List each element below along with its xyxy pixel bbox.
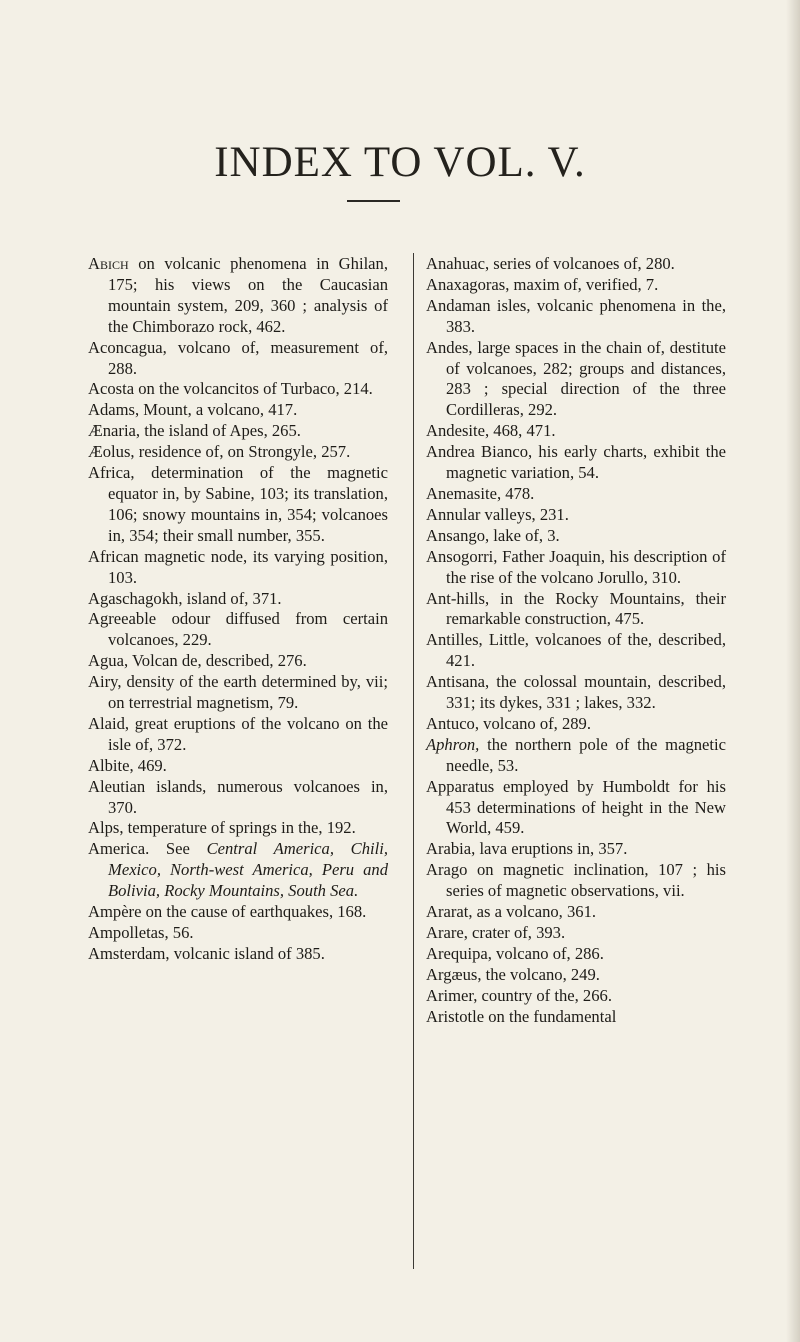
- column-divider: [413, 253, 414, 1269]
- entry-text: Ampère on the cause of earthquakes, 168.: [88, 902, 367, 922]
- index-entry: [426, 860, 726, 902]
- entry-text: Agaschagokh, island of, 371.: [88, 588, 282, 608]
- index-entry: [88, 547, 388, 589]
- entry-text: Alaid, great eruptions of the volcano on the isle of, 372.: [88, 713, 388, 754]
- index-entry: [426, 735, 726, 777]
- index-entry: [88, 651, 388, 672]
- index-entry: [426, 338, 726, 422]
- index-entry: [426, 714, 726, 735]
- index-entry: [426, 902, 726, 923]
- index-entry: [426, 442, 726, 484]
- index-entry: [88, 463, 388, 547]
- entry-text: Aleutian islands, numerous volcanoes in, 370.: [88, 776, 388, 817]
- index-entry: [426, 630, 726, 672]
- entry-text: Aristotle on the fundamental: [426, 1006, 617, 1026]
- entry-text: Airy, density of the earth determined by, vii; on terrestrial magnetism, 79.: [88, 672, 388, 713]
- entry-text: Anahuac, series of volcanoes of, 280.: [426, 254, 675, 273]
- index-entry: [88, 714, 388, 756]
- index-entry: [426, 672, 726, 714]
- index-entry: [88, 379, 388, 400]
- entry-text: Arabia, lava eruptions in, 357.: [426, 839, 628, 859]
- index-entry: [88, 923, 388, 944]
- entry-text: Ænaria, the island of Apes, 265.: [88, 421, 301, 441]
- entry-text: on volcanic phenomena in Ghilan, 175; his views on the Caucasian mountain system, 209, 360 ; analysis of the Chimborazo rock, 462.: [108, 254, 388, 336]
- index-entry: [426, 296, 726, 338]
- entry-text: Anemasite, 478.: [426, 483, 535, 503]
- entry-text: Andaman isles, volcanic phenomena in the, 383.: [426, 295, 726, 336]
- index-entry: [426, 944, 726, 965]
- entry-text: African magnetic node, its varying position, 103.: [88, 546, 388, 587]
- entry-text: Antisana, the colossal mountain, described, 331; its dykes, 331 ; lakes, 332.: [426, 672, 726, 713]
- index-entry: [88, 672, 388, 714]
- index-entry: [426, 547, 726, 589]
- index-entry: [426, 505, 726, 526]
- entry-text: Apparatus employed by Humboldt for his 453 determinations of height in the New World, 459.: [426, 776, 726, 838]
- entry-head: Abich: [88, 254, 129, 273]
- page-edge-shadow: [786, 0, 800, 1342]
- entry-text: Arimer, country of the, 266.: [426, 985, 612, 1005]
- entry-text: Alps, temperature of springs in the, 192.: [88, 818, 356, 838]
- entry-text: Ansogorri, Father Joaquin, his description of the rise of the volcano Jorullo, 310.: [426, 546, 726, 587]
- index-entry: [88, 818, 388, 839]
- entry-text: Adams, Mount, a volcano, 417.: [88, 400, 298, 420]
- entry-text: Annular valleys, 231.: [426, 504, 569, 524]
- entry-text: Anaxagoras, maxim of, verified, 7.: [426, 274, 659, 294]
- entry-text: Arequipa, volcano of, 286.: [426, 943, 604, 963]
- entry-text: Æolus, residence of, on Strongyle, 257.: [88, 442, 351, 462]
- index-column-left: [88, 254, 388, 965]
- title-rule: [347, 200, 400, 202]
- entry-text: Ararat, as a volcano, 361.: [426, 902, 597, 922]
- entry-text: Ant-hills, in the Rocky Mountains, their remarkable construction, 475.: [426, 588, 726, 629]
- index-entry: [88, 400, 388, 421]
- entry-text: Andes, large spaces in the chain of, destitute of volcanoes, 282; groups and distances, 283 ; special direction of the three Cordilleras, 292.: [426, 337, 726, 420]
- entry-text: Argæus, the volcano, 249.: [426, 964, 600, 984]
- index-entry: [88, 338, 388, 380]
- entry-text: America. See: [88, 839, 207, 859]
- entry-text: Andesite, 468, 471.: [426, 421, 556, 441]
- entry-italic: Central America, Chili, Mexico, North-west America, Peru and Bolivia, Rocky Mountains, South Sea.: [108, 839, 388, 901]
- index-entry: [426, 484, 726, 505]
- entry-italic: Aphron,: [426, 734, 480, 754]
- index-entry: [88, 902, 388, 923]
- index-entry: [88, 777, 388, 819]
- index-entry: [426, 254, 726, 275]
- index-entry: [426, 965, 726, 986]
- index-entry: [426, 421, 726, 442]
- entry-text: Ansango, lake of, 3.: [426, 525, 560, 545]
- index-entry: [426, 839, 726, 860]
- entry-text: Aconcagua, volcano of, measurement of, 288.: [88, 337, 388, 378]
- entry-text: Agua, Volcan de, described, 276.: [88, 651, 307, 671]
- index-entry: [426, 589, 726, 631]
- entry-text: the northern pole of the magnetic needle, 53.: [446, 734, 726, 775]
- index-entry: [88, 756, 388, 777]
- index-entry: [426, 526, 726, 547]
- entry-text: Albite, 469.: [88, 755, 167, 775]
- index-entry: [88, 589, 388, 610]
- entry-text: Antuco, volcano of, 289.: [426, 713, 591, 733]
- index-entry: [88, 254, 388, 338]
- index-entry: [88, 421, 388, 442]
- index-entry: [426, 777, 726, 840]
- index-entry: [88, 839, 388, 902]
- entry-text: Arago on magnetic inclination, 107 ; his series of magnetic observations, vii.: [426, 860, 726, 901]
- index-column-right: [426, 254, 726, 1028]
- index-entry: [426, 1007, 726, 1028]
- entry-text: Andrea Bianco, his early charts, exhibit the magnetic variation, 54.: [426, 442, 726, 483]
- index-entry: [88, 944, 388, 965]
- entry-text: Agreeable odour diffused from certain volcanoes, 229.: [88, 609, 388, 650]
- page-title: INDEX TO VOL. V.: [214, 139, 586, 186]
- index-entry: [426, 923, 726, 944]
- entry-text: Arare, crater of, 393.: [426, 923, 566, 942]
- entry-text: Africa, determination of the magnetic equator in, by Sabine, 103; its translation, 106; snowy mountains in, 354; volcanoes in, 354; their small number, 355.: [88, 463, 388, 545]
- index-entry: [88, 442, 388, 463]
- entry-text: Antilles, Little, volcanoes of the, described, 421.: [426, 630, 726, 671]
- entry-text: Acosta on the volcancitos of Turbaco, 214.: [88, 379, 373, 399]
- index-entry: [426, 275, 726, 296]
- index-entry: [88, 609, 388, 651]
- entry-text: Amsterdam, volcanic island of 385.: [88, 943, 325, 963]
- index-entry: [426, 986, 726, 1007]
- entry-text: Ampolletas, 56.: [88, 923, 194, 942]
